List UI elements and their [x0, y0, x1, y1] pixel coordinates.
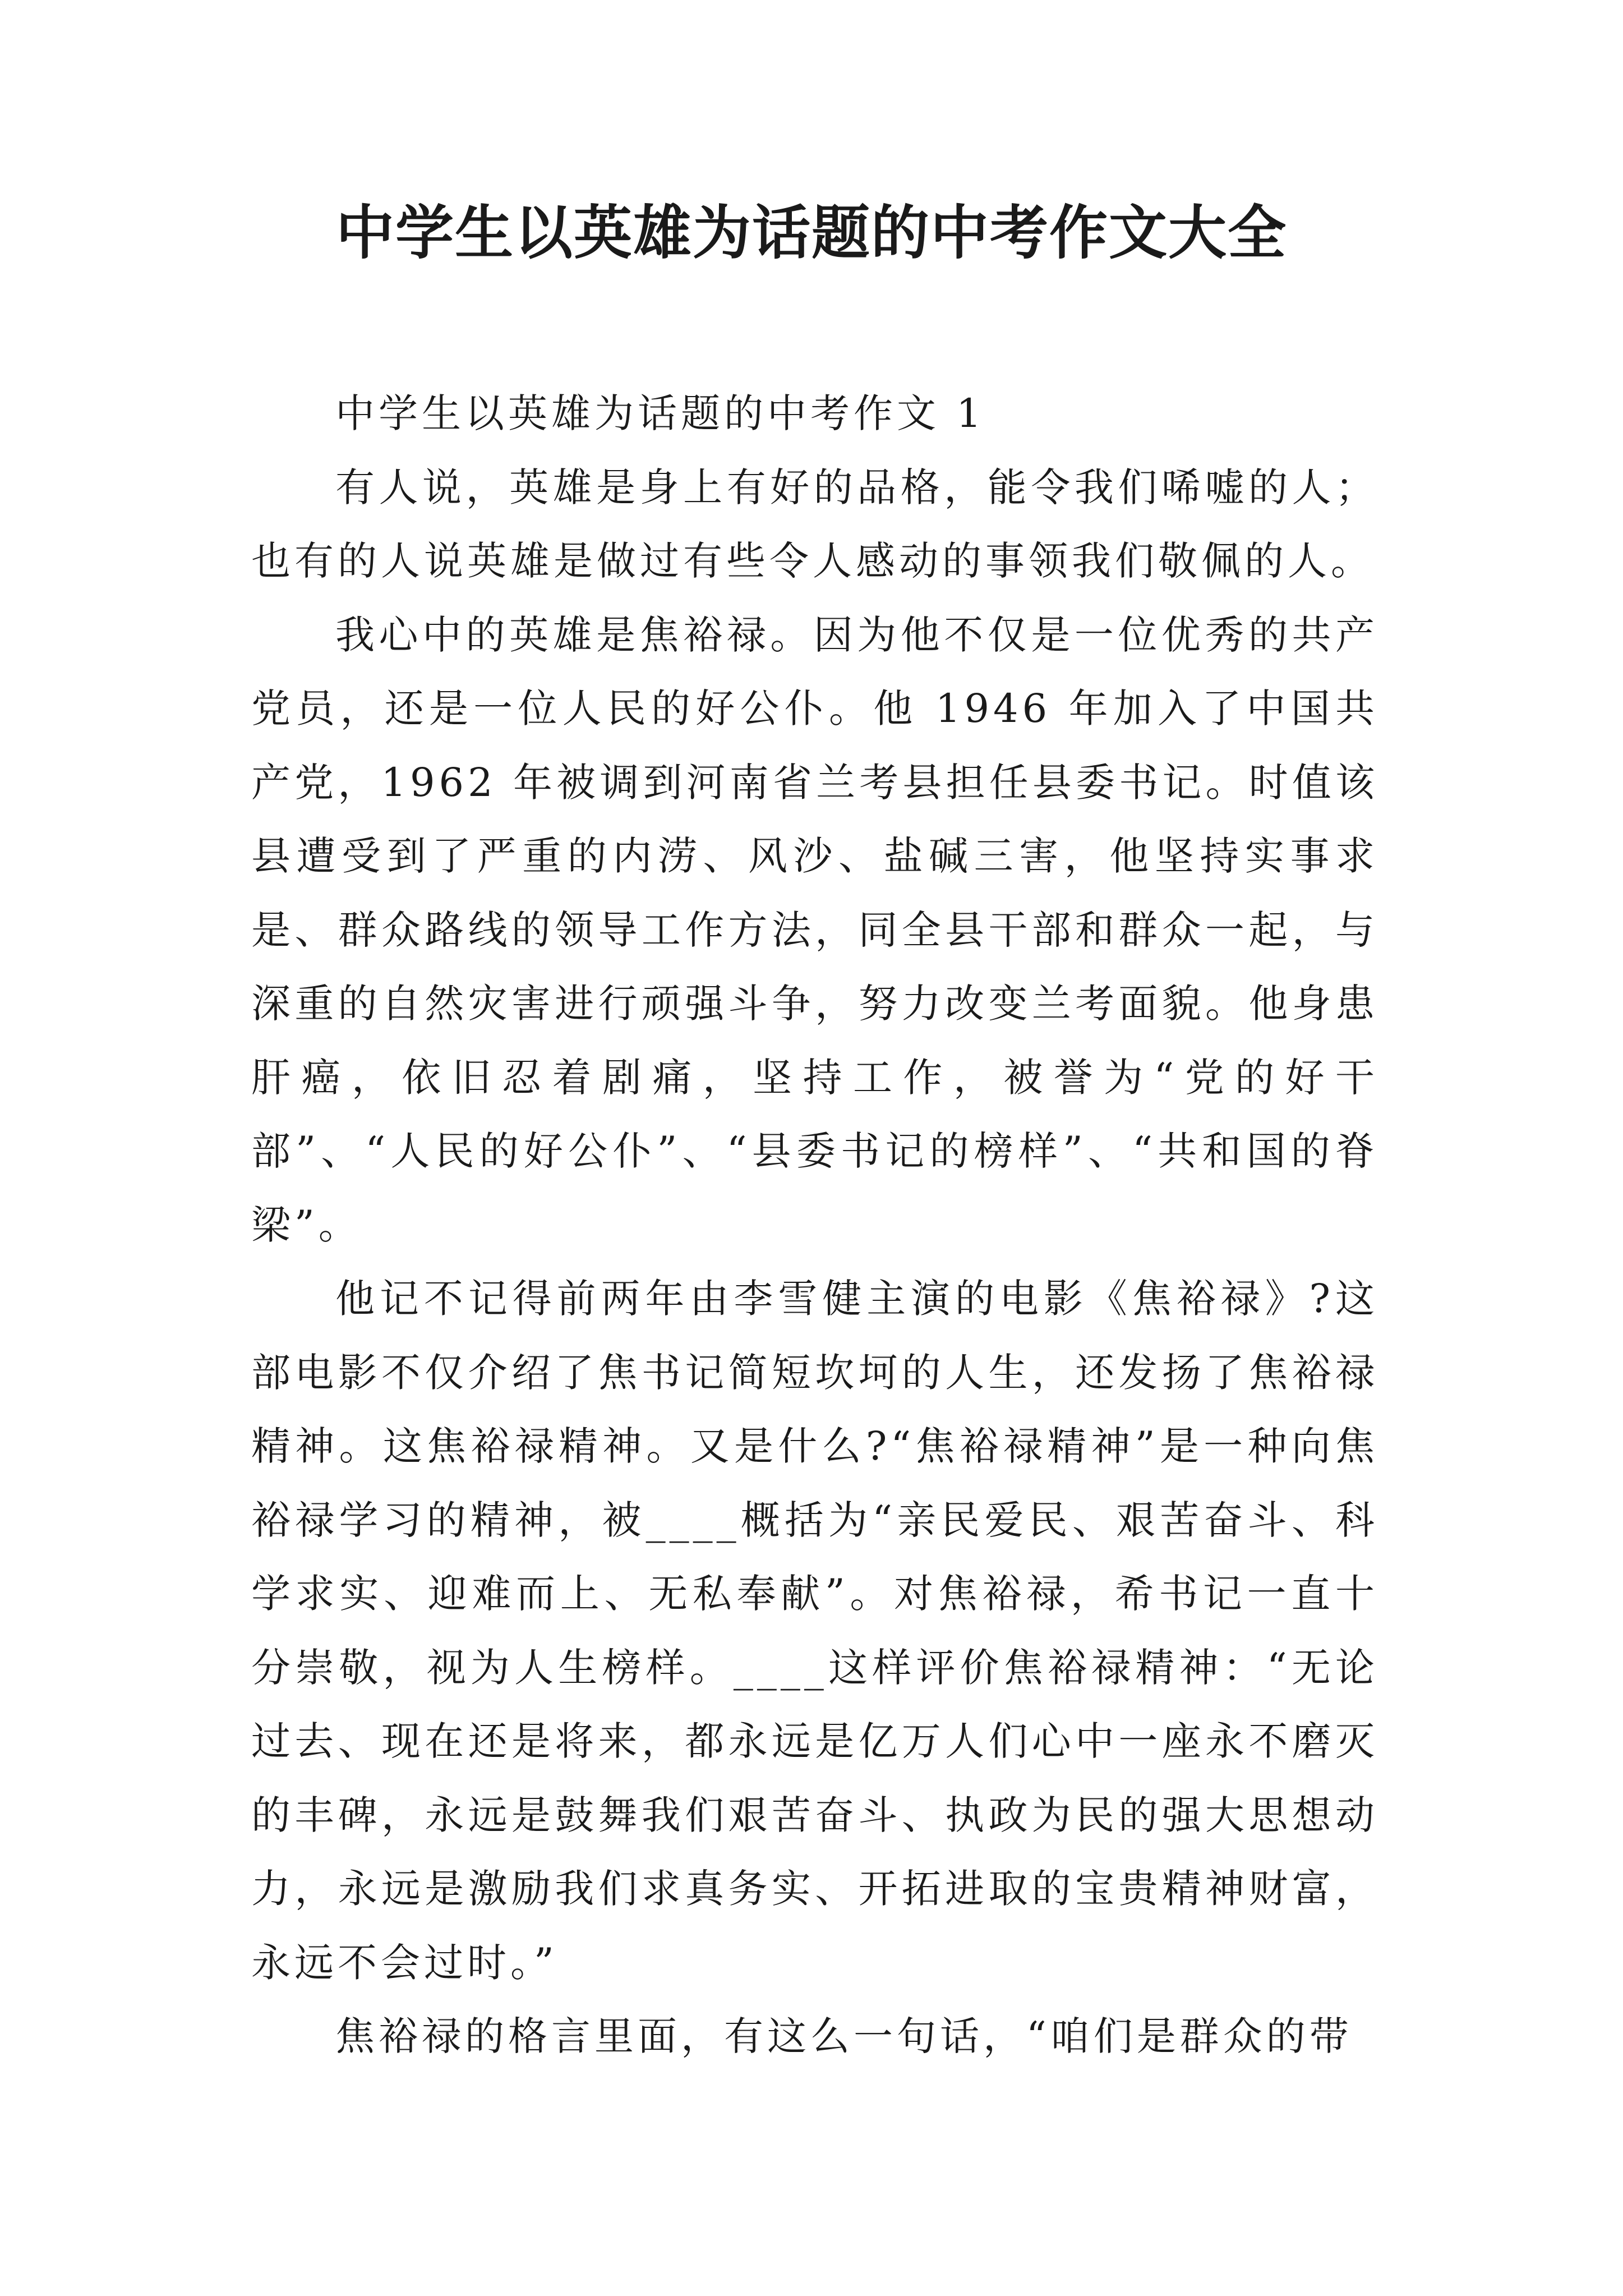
section-heading: 中学生以英雄为话题的中考作文 1 — [335, 390, 985, 436]
document-body — [251, 377, 1378, 2074]
document-title: 中学生以英雄为话题的中考作文大全 — [335, 199, 1287, 267]
paragraph: 焦裕禄的格言里面，有这么一句话，“咱们是群众的带 — [335, 2013, 1353, 2059]
paragraph: 有人说，英雄是身上有好的品格，能令我们唏嘘的人；也有的人说英雄是做过有些令人感动的事领我们敬佩的人。 — [251, 464, 1378, 584]
paragraph: 他记不记得前两年由李雪健主演的电影《焦裕禄》?这部电影不仅介绍了焦书记简短坎坷的人生，还发扬了焦裕禄精神。这焦裕禄精神。又是什么?“焦裕禄精神”是一种向焦裕禄学习的精神，被____概括为“亲民爱民、艰苦奋斗、科学求实、迎难而上、无私奉献”。对焦裕禄，希书记一直十分崇敬，视为人生榜样。____这样评价焦裕禄精神：“无论过去、现在还是将来，都永远是亿万人们心中一座永不磨灭的丰碑，永远是鼓舞我们艰苦奋斗、执政为民的强大思想动力，永远是激励我们求真务实、开拓进取的宝贵精神财富，永远不会过时。” — [251, 1276, 1378, 1986]
paragraph: 我心中的英雄是焦裕禄。因为他不仅是一位优秀的共产党员，还是一位人民的好公仆。他 1946 年加入了中国共产党，1962 年被调到河南省兰考县担任县委书记。时值该县遭受到了严重的内涝、风沙、盐碱三害，他坚持实事求是、群众路线的领导工作方法，同全县干部和群众一起，与深重的自然灾害进行顽强斗争，努力改变兰考面貌。他身患肝癌，依旧忍着剧痛，坚持工作，被誉为“党的好干部”、“人民的好公仆”、“县委书记的榜样”、“共和国的脊梁”。 — [251, 611, 1378, 1248]
